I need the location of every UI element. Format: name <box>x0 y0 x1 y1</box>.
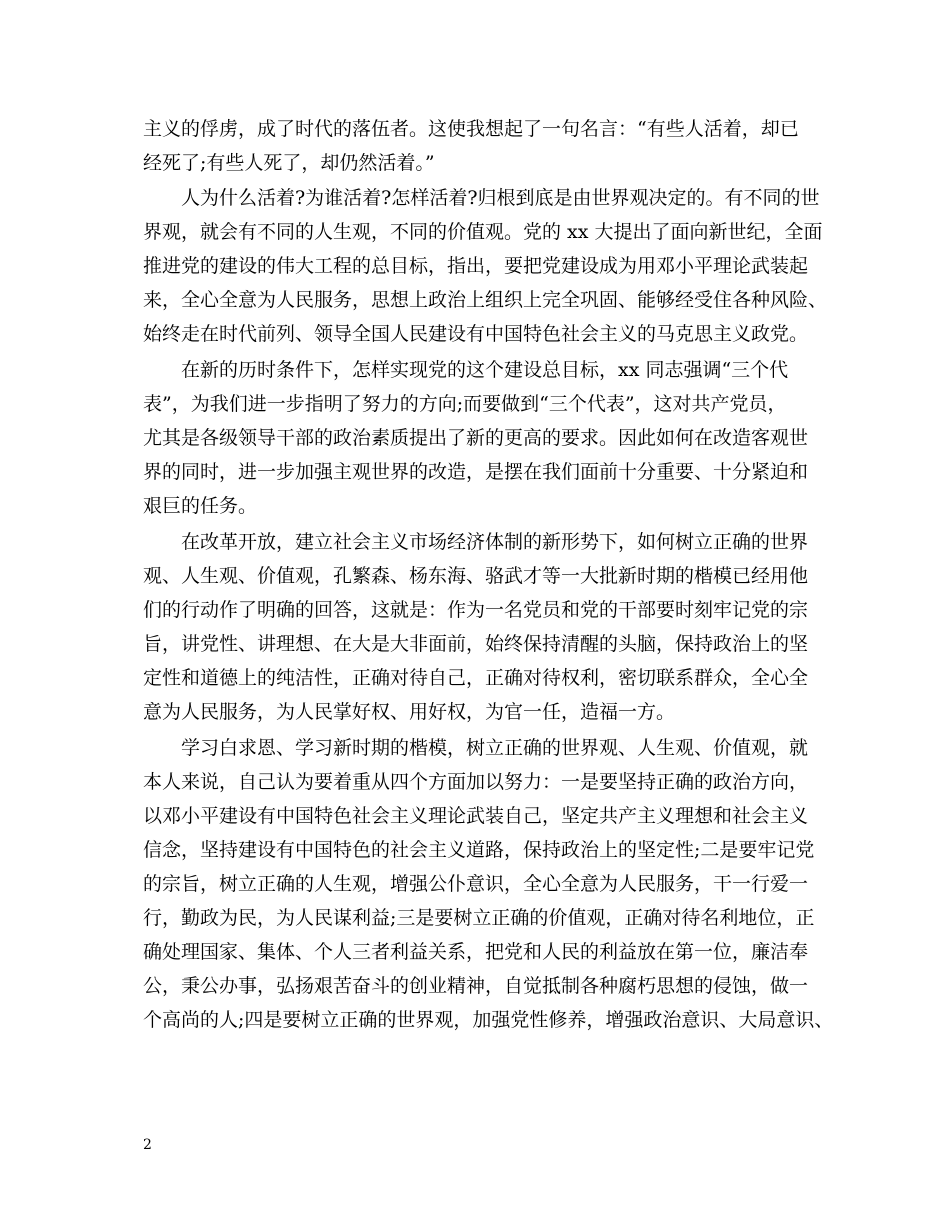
text-line: 们的行动作了明确的回答，这就是：作为一名党员和党的干部要时刻牢记党的宗 <box>143 599 809 621</box>
text-line: 公，秉公办事，弘扬艰苦奋斗的创业精神，自觉抵制各种腐朽思想的侵蚀，做一 <box>143 975 809 997</box>
text-line: 艰巨的任务。 <box>143 495 258 517</box>
text-line: 行，勤政为民，为人民谋利益;三是要树立正确的价值观，正确对待名利地位，正 <box>143 907 815 929</box>
text-line: 确处理国家、集体、个人三者利益关系，把党和人民的利益放在第一位，廉洁奉 <box>143 941 809 963</box>
text-line: 的宗旨，树立正确的人生观，增强公仆意识，全心全意为人民服务，干一行爱一 <box>143 873 809 895</box>
page-number: 2 <box>143 1137 152 1153</box>
text-line: 信念，坚持建设有中国特色的社会主义道路，保持政治上的坚定性;二是要牢记党 <box>143 839 815 861</box>
text-line: 以邓小平建设有中国特色社会主义理论武装自己，坚定共产主义理想和社会主义 <box>143 805 809 827</box>
text-line: 个高尚的人;四是要树立正确的世界观，加强党性修养，增强政治意识、大局意识、 <box>143 1009 834 1031</box>
text-line: 旨，讲党性、讲理想、在大是大非面前，始终保持清醒的头脑，保持政治上的坚 <box>143 633 809 655</box>
paragraph-start-line: 在改革开放，建立社会主义市场经济体制的新形势下，如何树立正确的世界 <box>181 531 809 553</box>
paragraph-start-line: 人为什么活着?为谁活着?怎样活着?归根到底是由世界观决定的。有不同的世 <box>181 187 820 209</box>
paragraph-start-line: 在新的历时条件下，怎样实现党的这个建设总目标，xx 同志强调“三个代 <box>181 359 789 381</box>
text-line: 界观，就会有不同的人生观，不同的价值观。党的 xx 大提出了面向新世纪，全面 <box>143 221 823 243</box>
text-line: 推进党的建设的伟大工程的总目标，指出，要把党建设成为用邓小平理论武装起 <box>143 255 809 277</box>
text-line: 尤其是各级领导干部的政治素质提出了新的更高的要求。因此如何在改造客观世 <box>143 427 809 449</box>
text-line: 经死了;有些人死了，却仍然活着。” <box>143 152 435 174</box>
text-line: 始终走在时代前列、领导全国人民建设有中国特色社会主义的马克思主义政党。 <box>143 323 809 345</box>
text-line: 表”，为我们进一步指明了努力的方向;而要做到“三个代表”，这对共产党员， <box>143 393 787 415</box>
text-line: 主义的俘虏，成了时代的落伍者。这使我想起了一句名言：“有些人活着，却已 <box>143 118 799 140</box>
text-line: 定性和道德上的纯洁性，正确对待自己，正确对待权利，密切联系群众，全心全 <box>143 667 809 689</box>
text-line: 意为人民服务，为人民掌好权、用好权，为官一任，造福一方。 <box>143 701 676 723</box>
text-line: 本人来说，自己认为要着重从四个方面加以努力：一是要坚持正确的政治方向， <box>143 771 809 793</box>
text-line: 界的同时，进一步加强主观世界的改造，是摆在我们面前十分重要、十分紧迫和 <box>143 461 809 483</box>
paragraph-start-line: 学习白求恩、学习新时期的楷模，树立正确的世界观、人生观、价值观，就 <box>181 737 809 759</box>
text-line: 来，全心全意为人民服务，思想上政治上组织上完全巩固、能够经受住各种风险、 <box>143 289 828 311</box>
text-line: 观、人生观、价值观，孔繁森、杨东海、骆武才等一大批新时期的楷模已经用他 <box>143 565 809 587</box>
